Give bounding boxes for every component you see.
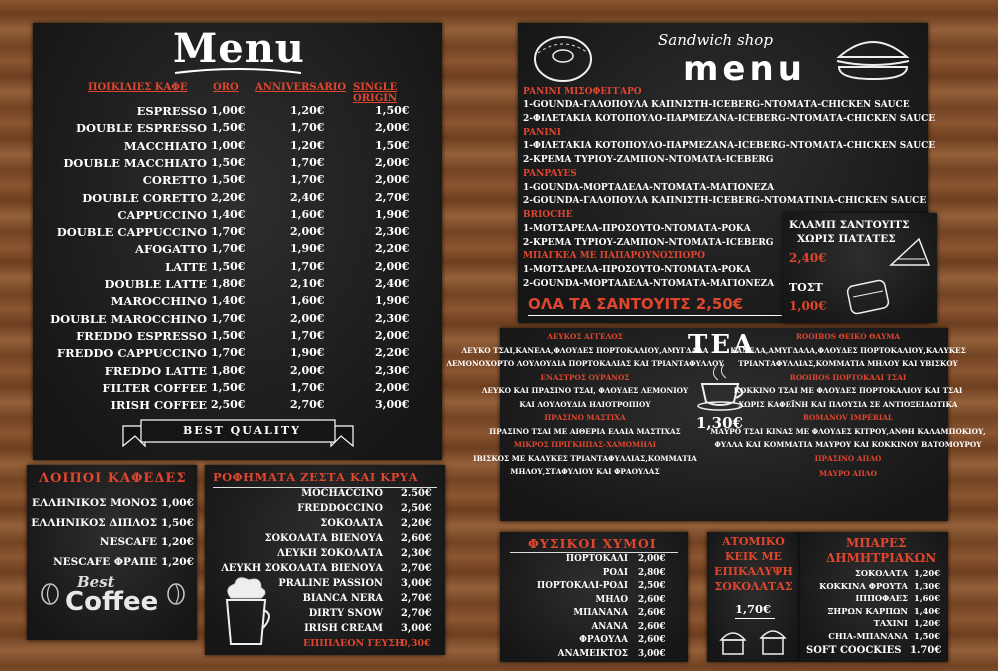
bar-name: CHIA-ΜΠΑΝΑΝΑ — [828, 631, 908, 641]
price-single-origin: 2,70€ — [375, 190, 410, 204]
price-oro: 1,50€ — [211, 155, 246, 169]
coffee-name: DOUBLE CORETTO — [82, 190, 207, 205]
other-coffee-price: 1,20€ — [161, 555, 194, 568]
coffee-name: DOUBLE LATTE — [104, 277, 207, 291]
best-quality-banner: BEST QUALITY — [183, 424, 301, 437]
price-oro: 1,70€ — [211, 225, 246, 239]
drink-name: ΛΕΥΚΗ ΣΟΚΟΛΑΤΑ ΒΙΕΝΟΥΑ — [221, 563, 383, 574]
tea-name: ΠΡΑΣΙΝΟ ΑΠΛΟ — [814, 453, 882, 463]
coffee-name: LATTE — [165, 259, 207, 274]
price-anniversario: 2,00€ — [290, 363, 325, 377]
price-oro: 1,50€ — [211, 328, 246, 342]
header-coffee-types: ΠΟΙΚΙΛΙΕΣ ΚΑΦΕ — [88, 82, 188, 93]
price-oro: 1,40€ — [211, 207, 246, 221]
best-coffee-logo-coffee: Coffee — [65, 587, 159, 617]
other-coffee-price: 1,50€ — [161, 516, 194, 529]
price-oro: 1,00€ — [211, 104, 246, 117]
cake-price-underline — [735, 618, 775, 619]
coffee-name: DOUBLE MAROCCHINO — [50, 311, 207, 326]
juice-price: 2,60€ — [638, 635, 666, 645]
club-sandwich-icon — [887, 235, 933, 269]
coffee-name: IRISH COFFEE — [110, 398, 207, 413]
tea-description: ΚΟΚΚΙΝΟ ΤΣΑΙ ΜΕ ΦΛΟΥΔΕΣ ΠΟΡΤΟΚΑΛΙΟΥ ΚΑΙ ΤΣΑΙ — [733, 386, 963, 395]
tea-name: ROMANOV IMPERIAL — [802, 413, 894, 422]
drink-name: BIANCA NERA — [302, 593, 383, 604]
tea-description: ΜΗΛΟΥ,ΣΤΑΦΥΛΙΟΥ ΚΑΙ ΦΡΑΟΥΛΑΣ — [510, 467, 660, 476]
price-oro: 1,80€ — [211, 363, 246, 377]
price-single-origin: 2,00€ — [375, 155, 410, 169]
sandwich-shop-script: Sandwich shop — [658, 31, 773, 49]
coffee-bean-icon — [39, 583, 61, 605]
juice-name: ΑΝΑΜΕΙΚΤΟΣ — [557, 648, 628, 659]
tea-name: ΕΝΑΣΤΡΟΣ ΟΥΡΑΝΟΣ — [540, 372, 630, 382]
juice-price: 2,60€ — [638, 621, 666, 632]
price-single-origin: 1,50€ — [375, 138, 410, 152]
coffee-name: DOUBLE MACCHIATO — [63, 155, 207, 170]
price-anniversario: 1,90€ — [290, 242, 325, 256]
tea-name: ΠΡΑΣΙΝΟ ΜΑΣΤΙΧΑ — [544, 413, 626, 422]
menu-title: Menu — [173, 25, 305, 72]
price-anniversario: 1,70€ — [290, 155, 325, 169]
header-anniversario: ANNIVERSARIO — [255, 82, 347, 93]
other-coffee-name: ΕΛΛΗΝΙΚΟΣ ΜΟΝΟΣ — [31, 497, 157, 509]
club-sandwich-board — [783, 213, 937, 323]
other-coffee-name: NESCAFE — [99, 536, 157, 548]
sandwich-item: 1-ΦΙΛΕΤΑΚΙΑ ΚΟΤΟΠΟΥΛΟ-ΠΑΡΜΕΖΑΝΑ-ICEBERG-ΝΤΟΜΑΤΑ-CHICKEN SAUCE — [523, 141, 936, 152]
all-sandwiches-price: ΟΛΑ ΤΑ ΣΑΝΤΟΥΙΤΣ 2,50€ — [528, 295, 744, 313]
tea-description: ΜΑΥΡΟ ΤΣΑΙ ΚΙΝΑΣ ΜΕ ΦΛΟΥΔΕΣ ΚΙΤΡΟΥ,ΑΝΘΗ ΚΑΛΑΜΠΟΚΙΟΥ, — [710, 426, 986, 436]
donut-icon — [528, 29, 598, 87]
tea-board — [446, 328, 986, 521]
juice-price: 2,60€ — [638, 594, 666, 605]
tea-name: ROOIBOS ΠΟΡΤΟΚΑΛΙ ΤΣΑΙ — [789, 372, 907, 382]
tea-price: 1,30€ — [696, 414, 743, 432]
club-price: 2,40€ — [789, 251, 827, 265]
juice-price: 2,80€ — [638, 567, 666, 578]
sandwich-item: 2-ΚΡΕΜΑ ΤΥΡΙΟΥ-ΖΑΜΠΟΝ-ΝΤΟΜΑΤΑ-ICEBERG — [523, 237, 774, 248]
tea-description: ΛΕΜΟΝΟΧΟΡΤΟ ΛΟΥΛΟΥΔΙΑ ΠΟΡΤΟΚΑΛΙΑΣ ΚΑΙ ΤΡΙΑΝΤΑΦΥΛΛΟΥ — [446, 359, 724, 368]
drink-price: 2,30€ — [401, 548, 432, 559]
drink-name: DIRTY SNOW — [308, 608, 383, 619]
price-oro: 1,50€ — [211, 121, 246, 135]
tea-description: ΤΡΙΑΝΤΑΦΥΛΛΙΑΣ,ΚΟΜΜΑΤΙΑ ΜΗΛΟΥ ΚΑΙ ΥΒΙΣΚΟΥ — [738, 359, 958, 368]
price-anniversario: 1,70€ — [290, 259, 325, 273]
cereal-bars-board — [800, 532, 948, 662]
sandwich-section-title: PANINI — [523, 128, 561, 139]
drink-price: 2,50€ — [401, 503, 432, 514]
drinks-title: ΡΟΦΗΜΑΤΑ ΖΕΣΤΑ ΚΑΙ ΚΡΥΑ — [213, 470, 419, 484]
price-anniversario: 1,20€ — [290, 104, 325, 117]
header-single-origin: SINGLE ORIGIN — [353, 82, 398, 104]
price-anniversario: 1,70€ — [290, 121, 325, 135]
drink-name: MOCHACCINO — [301, 488, 383, 499]
other-coffees-board — [27, 465, 197, 640]
bar-price: 1,40€ — [914, 605, 940, 616]
other-coffee-name: NESCAFE ΦΡΑΠΕ — [53, 555, 157, 568]
other-coffees-title: ΛΟΙΠΟΙ ΚΑΦΕΔΕΣ — [39, 471, 187, 486]
price-anniversario: 1,70€ — [290, 328, 325, 342]
coffee-bean-icon-2 — [165, 583, 187, 605]
drink-price: 2,70€ — [401, 593, 432, 604]
coffee-name: AFOGATTO — [135, 242, 207, 257]
juices-title: ΦΥΣΙΚΟΙ ΧΥΜΟΙ — [528, 536, 657, 551]
bar-price: 1,50€ — [914, 631, 940, 641]
tea-description: ΦΥΛΛΑ ΚΑΙ ΚΟΜΜΑΤΙΑ ΜΑΥΡΟΥ ΚΑΙ ΚΟΚΚΙΝΟΥ ΒΑΤΟΜΟΥΡΟΥ — [714, 440, 982, 449]
menu-title-underline — [173, 67, 303, 77]
header-oro: ORO — [213, 82, 239, 93]
sandwich-icon — [833, 33, 913, 85]
drink-price: 2,70€ — [401, 608, 432, 619]
price-anniversario: 1,90€ — [290, 346, 325, 360]
sandwich-section-title: PANPAYES — [523, 169, 577, 180]
sandwich-section-title: BRIOCHE — [523, 210, 573, 221]
price-single-origin: 2,00€ — [375, 380, 410, 394]
tea-description: ΚΑΙ ΛΟΥΛΟΥΔΙΑ ΗΛΙΟΤΡΟΠΙΟΥ — [519, 399, 651, 409]
bar-price: 1,20€ — [914, 618, 940, 629]
tea-description: ΛΕΥΚΟ ΤΣΑΙ,ΚΑΝΕΛΑ,ΦΛΟΥΔΕΣ ΠΟΡΤΟΚΑΛΙΟΥ,ΑΜΥΓΔΑΛΑ — [461, 345, 709, 355]
coffee-name: MACCHIATO — [123, 138, 207, 153]
drink-price: 3,00€ — [401, 623, 432, 634]
cake-title-line: ΚΕΙΚ ΜΕ — [724, 550, 783, 563]
bar-price: 1,60€ — [914, 593, 940, 604]
cake-price: 1,70€ — [735, 602, 772, 616]
price-anniversario: 1,60€ — [290, 294, 325, 308]
coffee-name: CORETTO — [142, 173, 207, 188]
price-anniversario: 2,10€ — [290, 277, 325, 290]
bar-name: ΤΑΧΙΝΙ — [873, 618, 908, 629]
sandwich-section-title: ΜΠΑΓΚΕΑ ΜΕ ΠΑΠΑΡΟΥΝΟΣΠΟΡΟ — [523, 251, 705, 262]
club-title-line1: ΚΛΑΜΠ ΣΑΝΤΟΥΙΤΣ — [789, 219, 910, 231]
soft-cookies-price: 1.70€ — [910, 645, 942, 656]
coffee-name: ESPRESSO — [136, 104, 207, 118]
juice-name: ΠΟΡΤΟΚΑΛΙ — [565, 554, 628, 564]
bar-price: 1,30€ — [914, 580, 940, 591]
best-coffee-logo-best: Best — [77, 573, 115, 591]
juice-name: ΠΟΡΤΟΚΑΛΙ-ΡΟΔΙ — [536, 581, 628, 591]
juice-price: 2,50€ — [638, 581, 666, 591]
sandwich-item: 1-ΜΟΤΣΑΡΕΛΑ-ΠΡΟΣΟΥΤΟ-ΝΤΟΜΑΤΑ-ΡΟΚΑ — [523, 264, 751, 275]
coffee-name: DOUBLE ESPRESSO — [75, 121, 207, 136]
price-oro: 2,50€ — [211, 398, 246, 412]
bar-name: ΞΗΡΩΝ ΚΑΡΠΩΝ — [827, 605, 908, 616]
price-single-origin: 2,30€ — [375, 311, 410, 325]
bar-name: ΣΟΚΟΛΑΤΑ — [854, 568, 908, 578]
price-anniversario: 1,20€ — [290, 138, 325, 152]
price-oro: 1,70€ — [211, 311, 246, 325]
juice-name: ΡΟΔΙ — [602, 567, 628, 578]
sandwich-item: 2-GOUNDA-ΓΑΛΟΠΟΥΛΑ ΚΑΠΝΙΣΤΗ-ICEBERG-ΝΤΟΜΑΤΙΝΙΑ-CHICKEN SAUCE — [523, 196, 927, 207]
juice-name: ΦΡΑΟΥΛΑ — [579, 635, 628, 645]
cake-title-line: ΕΠΙΚΑΛΥΨΗ — [714, 565, 793, 578]
coffee-name: DOUBLE CAPPUCCINO — [56, 225, 207, 240]
juice-name: ΑΝΑΝΑ — [591, 621, 628, 632]
coffee-name: FREDDO LATTE — [104, 363, 207, 378]
tea-description: ΙΒΙΣΚΟΣ ΜΕ ΚΑΛΥΚΕΣ ΤΡΙΑΝΤΑΦΥΛΛΙΑΣ,ΚΟΜΜΑΤΙΑ — [473, 453, 697, 463]
cake-board — [707, 532, 800, 662]
sandwich-item: 1-ΜΟΤΣΑΡΕΛΑ-ΠΡΟΣΟΥΤΟ-ΝΤΟΜΑΤΑ-ΡΟΚΑ — [523, 223, 751, 234]
sandwich-item: 1-GOUNDA-ΓΑΛΟΠΟΥΛΑ ΚΑΠΝΙΣΤΗ-ICEBERG-ΝΤΟΜΑΤΑ-CHICKEN SAUCE — [523, 100, 910, 111]
bars-title-line2: ΔΗΜΗΤΡΙΑΚΩΝ — [826, 551, 937, 565]
drinks-board — [205, 465, 445, 655]
coffee-name: MAROCCHINO — [110, 294, 207, 309]
coffee-menu-board — [33, 23, 442, 460]
price-oro: 1,50€ — [211, 173, 246, 187]
cupcake-icon — [715, 624, 795, 658]
drink-name: FREDDOCCINO — [297, 503, 383, 514]
price-anniversario: 2,70€ — [290, 398, 325, 412]
sandwich-item: 2-GOUNDA-ΜΟΡΤΑΔΕΛΑ-ΝΤΟΜΑΤΑ-ΜΑΓΙΟΝΕΖΑ — [523, 278, 775, 289]
cake-title-line: ΑΤΟΜΙΚΟ — [722, 535, 785, 548]
price-oro: 1,00€ — [211, 138, 246, 152]
price-oro: 1,80€ — [211, 277, 246, 290]
drink-name: IRISH CREAM — [304, 623, 383, 634]
price-anniversario: 2,40€ — [290, 190, 325, 204]
drink-name: ΣΟΚΟΛΑΤΑ ΒΙΕΝΟΥΑ — [264, 533, 383, 544]
juice-name: ΜΠΑΝΑΝΑ — [573, 608, 628, 618]
drink-price: 3,00€ — [401, 578, 432, 589]
coffee-name: FILTER COFFEE — [102, 380, 207, 395]
juice-name: ΜΗΛΟ — [595, 594, 628, 605]
price-oro: 2,20€ — [211, 190, 246, 204]
toast-price: 1,00€ — [789, 299, 827, 313]
coffee-name: FREDDO ESPRESSO — [76, 328, 207, 343]
drink-price: 2,20€ — [401, 518, 432, 529]
other-coffee-name: ΕΛΛΗΝΙΚΟΣ ΔΙΠΛΟΣ — [31, 516, 157, 529]
price-single-origin: 2,00€ — [375, 173, 410, 187]
coffee-name: FREDDO CAPPUCCINO — [56, 346, 207, 361]
price-single-origin: 3,00€ — [375, 398, 410, 412]
bars-title-line1: ΜΠΑΡΕΣ — [846, 536, 907, 550]
bar-name: ΙΠΠΟΦΑΕΣ — [855, 593, 908, 604]
price-oro: 1,40€ — [211, 294, 246, 308]
all-price-underline — [528, 315, 782, 316]
sandwich-item: 1-GOUNDA-ΜΟΡΤΑΔΕΛΑ-ΝΤΟΜΑΤΑ-ΜΑΓΙΟΝΕΖΑ — [523, 182, 775, 193]
drink-name: ΣΟΚΟΛΑΤΑ — [320, 518, 383, 529]
drink-price: 2.50€ — [401, 488, 432, 499]
juice-price: 2,00€ — [638, 554, 666, 564]
tea-name: ΜΑΥΡΟ ΑΠΛΟ — [819, 469, 877, 478]
price-single-origin: 2,00€ — [375, 259, 410, 273]
drink-name: PRALINE PASSION — [278, 578, 383, 589]
price-anniversario: 1,70€ — [290, 173, 325, 187]
toast-icon — [843, 275, 893, 317]
tea-description: ΠΡΑΣΙΝΟ ΤΣΑΙ ΜΕ ΑΙΘΕΡΙΑ ΕΛΑΙΑ ΜΑΣΤΙΧΑΣ — [489, 426, 681, 436]
soft-cookies-label: SOFT COOCKIES — [806, 645, 902, 656]
price-single-origin: 2,00€ — [375, 121, 410, 135]
sandwich-section-title: PANINI ΜΙΣΟΦΕΓΓΑΡΟ — [523, 87, 642, 97]
price-single-origin: 2,30€ — [375, 225, 410, 239]
tea-description: ΛΕΥΚΟ ΚΑΙ ΠΡΑΣΙΝΟ ΤΣΑΙ, ΦΛΟΥΔΕΣ ΛΕΜΟΝΙΟΥ — [481, 386, 689, 395]
sandwich-item: 2-ΚΡΕΜΑ ΤΥΡΙΟΥ-ΖΑΜΠΟΝ-ΝΤΟΜΑΤΑ-ICEBERG — [523, 155, 774, 166]
juices-board — [500, 532, 688, 662]
other-coffee-price: 1,20€ — [161, 536, 194, 548]
sandwich-item: 2-ΦΙΛΕΤΑΚΙΑ ΚΟΤΟΠΟΥΛΟ-ΠΑΡΜΕΖΑΝΑ-ICEBERG-ΝΤΟΜΑΤΑ-CHICKEN SAUCE — [523, 114, 936, 125]
tea-name: ΛΕΥΚΟΣ ΑΓΓΕΛΟΣ — [547, 332, 623, 341]
price-oro: 1,70€ — [211, 346, 246, 360]
price-single-origin: 1,50€ — [375, 104, 410, 117]
toast-label: ΤΟΣΤ — [789, 281, 823, 294]
other-coffee-price: 1,00€ — [161, 497, 194, 509]
price-single-origin: 1,90€ — [375, 207, 410, 221]
coffee-name: CAPPUCCINO — [117, 207, 207, 222]
juice-price: 3,00€ — [638, 648, 666, 659]
tea-description: ΧΩΡΙΣ ΚΑΦΕΪΝΗ ΚΑΙ ΠΛΟΥΣΙΑ ΣΕ ΑΝΤΙΟΞΕΙΔΩΤΙΚΑ — [738, 399, 958, 409]
juice-price: 2,60€ — [638, 608, 666, 618]
drink-name: ΛΕΥΚΗ ΣΟΚΟΛΑΤΑ — [277, 548, 383, 559]
cake-title-line: ΣΟΚΟΛΑΤΑΣ — [714, 580, 793, 593]
price-anniversario: 1,60€ — [290, 207, 325, 221]
tea-title: TEA — [688, 330, 757, 360]
tea-name: ROOIBOS ΘΕΙΚΟ ΘΑΥΜΑ — [795, 332, 901, 341]
tea-name: ΜΙΚΡΟΣ ΠΡΙΓΚΗΠΑΣ-ΧΑΜΟΜΗΛΙ — [513, 440, 657, 449]
price-single-origin: 2,20€ — [375, 242, 410, 256]
bar-name: ΚΟΚΚΙΝΑ ΦΡΟΥΤΑ — [819, 580, 908, 591]
price-anniversario: 2,00€ — [290, 311, 325, 325]
bar-price: 1,20€ — [914, 568, 940, 578]
drink-price: 2,70€ — [401, 563, 432, 574]
price-single-origin: 2,30€ — [375, 363, 410, 377]
price-single-origin: 1,90€ — [375, 294, 410, 308]
price-anniversario: 2,00€ — [290, 225, 325, 239]
price-anniversario: 1,70€ — [290, 380, 325, 394]
hot-chocolate-mug-icon — [213, 570, 277, 650]
juices-title-divider — [510, 552, 678, 553]
extra-flavor-label: ΕΠΙΠΛΕΟΝ ΓΕΥΣΗ — [303, 638, 404, 649]
price-single-origin: 2,20€ — [375, 346, 410, 360]
extra-flavor-price: 0,30€ — [401, 638, 431, 649]
sandwich-menu-title: menu — [683, 49, 806, 89]
price-oro: 1,50€ — [211, 380, 246, 394]
drink-price: 2,60€ — [401, 533, 432, 544]
price-oro: 1,50€ — [211, 259, 246, 273]
club-title-line2: ΧΩΡΙΣ ΠΑΤΑΤΕΣ — [797, 233, 896, 245]
price-oro: 1,70€ — [211, 242, 246, 256]
tea-description: ΚΑΝΕΛΑ,ΑΜΥΓΔΑΛΑ,ΦΛΟΥΔΕΣ ΠΟΡΤΟΚΑΛΙΟΥ,ΚΑΛΥΚΕΣ — [730, 345, 966, 355]
price-single-origin: 2,00€ — [375, 328, 410, 342]
price-single-origin: 2,40€ — [375, 277, 410, 290]
